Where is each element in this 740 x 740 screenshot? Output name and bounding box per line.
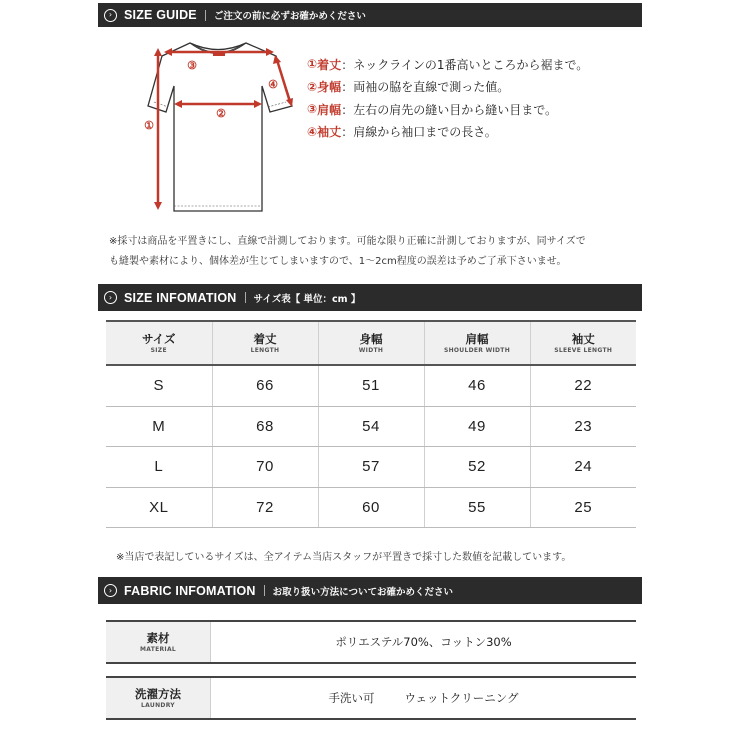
cell-length: 72 [212,487,318,528]
material-label: 素材 [146,630,170,645]
laundry-label: 洗濯方法 [135,686,181,701]
laundry-hand-wash: 手洗い可 [328,691,375,705]
cell-shoulder: 46 [424,365,530,406]
cell-width: 54 [318,406,424,447]
legend-item-shoulder [307,98,588,121]
material-label-cell [106,622,211,662]
tshirt-diagram [130,34,300,219]
cell-width: 57 [318,447,424,488]
legend-key: 肩幅 [317,102,342,117]
cell-shoulder: 52 [424,447,530,488]
table-header-row [106,321,636,365]
legend-number: ① [307,57,318,72]
cell-size: XL [106,487,212,528]
legend-item-length [307,53,588,76]
cell-shoulder: 55 [424,487,530,528]
legend-item-width [307,76,588,99]
size-guide-subtitle: ご注文の前に必ずお確かめください [213,11,366,22]
fabric-info-title: FABRIC INFOMATION [124,583,256,598]
header-size: サイズ SIZE [106,321,212,365]
table-row [106,487,636,528]
legend-key: 着丈 [317,57,342,72]
tag-icon [213,53,225,56]
legend-desc: ：左右の肩先の縫い目から縫い目まで。 [341,102,557,117]
material-value: ポリエステル70%、コットン30% [335,635,512,649]
legend-desc: ：肩線から袖口までの長さ。 [341,125,497,140]
measurement-legend [307,53,588,143]
legend-key: 身幅 [317,80,342,95]
measurement-note-line2: も縫製や素材により、個体差が生じてしまいますので、1〜2cm程度の誤差は予めご了承下さいませ。 [109,256,567,267]
circle-arrow-right-icon: › [104,584,117,597]
cell-size: S [106,365,212,406]
laundry-row [106,676,636,720]
cell-length: 68 [212,406,318,447]
fabric-info-header [98,577,642,604]
table-row [106,365,636,406]
circle-arrow-right-icon: › [104,291,117,304]
cell-sleeve: 25 [530,487,636,528]
legend-item-sleeve [307,121,588,144]
legend-number: ③ [307,102,318,117]
legend-key: 袖丈 [317,125,342,140]
size-info-title: SIZE INFOMATION [124,290,237,305]
divider [264,585,265,596]
legend-desc: ：両袖の脇を直線で測った値。 [341,80,510,95]
cell-sleeve: 22 [530,365,636,406]
table-row [106,406,636,447]
diagram-label-2: ② [216,108,226,120]
material-value-cell [211,622,636,662]
size-guide-header [98,3,642,27]
material-row [106,620,636,664]
diagram-label-1: ① [144,120,154,132]
size-info-header [98,284,642,311]
circle-arrow-right-icon: › [104,9,117,22]
size-guide-title: SIZE GUIDE [124,8,197,22]
laundry-value-cell [211,678,636,718]
cell-shoulder: 49 [424,406,530,447]
laundry-label-cell [106,678,211,718]
fabric-info-subtitle: お取り扱い方法についてお確かめください [272,586,453,598]
cell-length: 70 [212,447,318,488]
cell-width: 60 [318,487,424,528]
measurement-note-line1: ※採寸は商品を平置きにし、直線で計測しております。可能な限り正確に計測しておりますが、同サイズで [109,236,586,247]
laundry-label-en: LAUNDRY [141,701,175,709]
legend-number: ② [307,79,318,94]
size-table-note: ※当店で表記しているサイズは、全アイテム当店スタッフが平置きで採寸した数値を記載しています。 [116,552,572,563]
header-shoulder-width: 肩幅 SHOULDER WIDTH [424,321,530,365]
divider [245,292,246,303]
header-width: 身幅 WIDTH [318,321,424,365]
diagram-label-4: ④ [268,79,278,91]
divider [205,10,206,21]
legend-number: ④ [307,124,318,139]
header-length: 着丈 LENGTH [212,321,318,365]
size-table [106,320,636,528]
cell-sleeve: 24 [530,447,636,488]
material-label-en: MATERIAL [139,645,177,653]
cell-size: L [106,447,212,488]
table-row [106,447,636,488]
diagram-label-3: ③ [187,60,197,72]
size-info-subtitle: サイズ表【 単位：cm 】 [253,293,361,305]
cell-size: M [106,406,212,447]
cell-length: 66 [212,365,318,406]
laundry-wet-cleaning: ウェットクリーニング [404,691,519,705]
cell-width: 51 [318,365,424,406]
legend-desc: ：ネックラインの1番高いところから裾まで。 [341,57,589,72]
cell-sleeve: 23 [530,406,636,447]
header-sleeve-length: 袖丈 SLEEVE LENGTH [530,321,636,365]
